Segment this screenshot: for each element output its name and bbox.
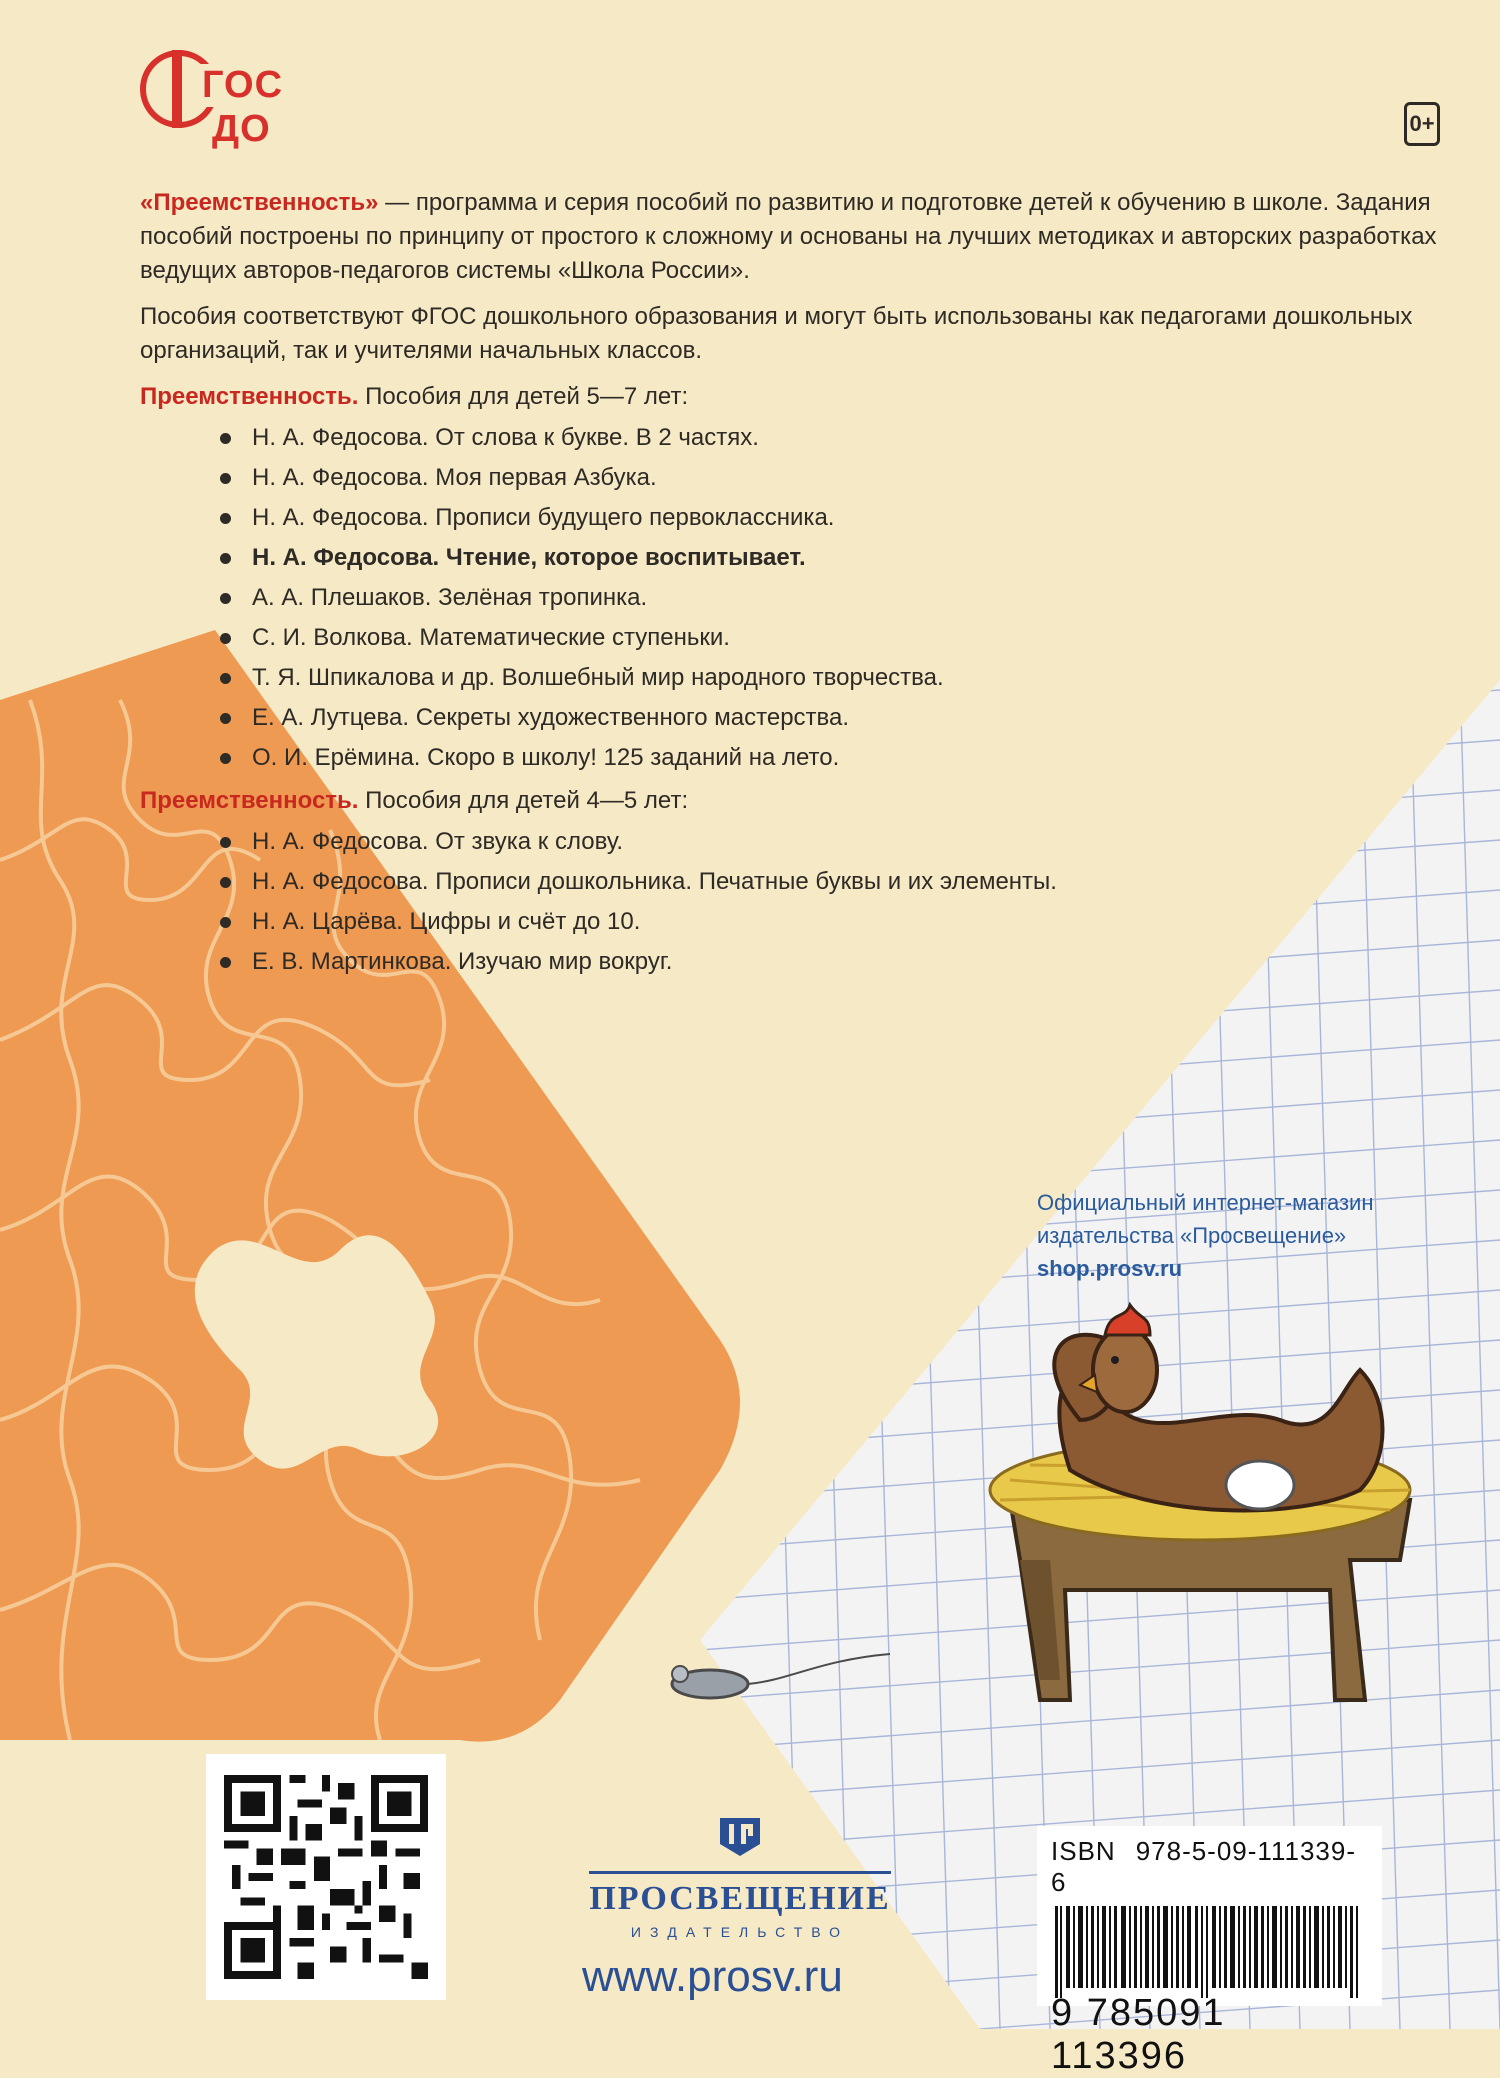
fgos-logo bbox=[140, 50, 284, 150]
book-list-4-5 bbox=[140, 822, 1440, 982]
list-item: Н. А. Федосова. От звука к слову. bbox=[140, 822, 1440, 862]
list-item: С. И. Волкова. Математические ступеньки. bbox=[140, 618, 1440, 658]
publisher-subtitle: ИЗДАТЕЛЬСТВО bbox=[630, 1924, 850, 1940]
series-heading-5-7 bbox=[140, 380, 1440, 414]
series-label: Преемственность. bbox=[140, 383, 359, 410]
list-item: Н. А. Федосова. От слова к букве. В 2 частях. bbox=[140, 418, 1440, 458]
intro-paragraph bbox=[140, 186, 1440, 288]
isbn-text bbox=[1051, 1836, 1368, 1898]
intro-text: — программа и серия пособий по развитию и подготовке детей к обучению в школе. Задания пособий построены по принципу от простого к сложному и основаны на лучших методиках и авторских разработках ведущих авторов-педагогов системы «Школа России». bbox=[140, 189, 1437, 284]
isbn-barcode bbox=[1037, 1826, 1382, 2077]
isbn-number: 978-5-09-111339-6 bbox=[1051, 1836, 1356, 1897]
list-item: Н. А. Царёва. Цифры и счёт до 10. bbox=[140, 902, 1440, 942]
publisher-name: ПРОСВЕЩЕНИЕ bbox=[589, 1871, 890, 1918]
publisher-emblem-icon bbox=[715, 1810, 765, 1860]
description-block bbox=[140, 186, 1440, 988]
fgos-logo-line1: ГОС bbox=[202, 64, 284, 106]
list-item: Н. А. Федосова. Прописи будущего первоклассника. bbox=[140, 498, 1440, 538]
book-list-5-7 bbox=[140, 418, 1440, 778]
qr-code bbox=[206, 1754, 446, 2000]
fgos-logo-line2: ДО bbox=[212, 108, 271, 150]
compliance-paragraph: Пособия соответствуют ФГОС дошкольного образования и могут быть использованы как педагогами дошкольных организаций, так и учителями начальных классов. bbox=[140, 303, 1413, 364]
series-name: «Преемственность» bbox=[140, 189, 379, 216]
list-item: Н. А. Федосова. Моя первая Азбука. bbox=[140, 458, 1440, 498]
shop-note bbox=[1037, 1186, 1374, 1285]
series-heading-text: Пособия для детей 4—5 лет: bbox=[358, 787, 689, 814]
series-heading-text: Пособия для детей 5—7 лет: bbox=[358, 383, 689, 410]
shop-line2: издательства «Просвещение» bbox=[1037, 1223, 1347, 1248]
list-item: О. И. Ерёмина. Скоро в школу! 125 заданий на лето. bbox=[140, 738, 1440, 778]
list-item: Е. А. Лутцева. Секреты художественного мастерства. bbox=[140, 698, 1440, 738]
list-item: Н. А. Федосова. Прописи дошкольника. Печатные буквы и их элементы. bbox=[140, 862, 1440, 902]
isbn-label: ISBN bbox=[1051, 1836, 1116, 1866]
shop-line1: Официальный интернет-магазин bbox=[1037, 1190, 1374, 1215]
series-label: Преемственность. bbox=[140, 787, 359, 814]
list-item: Е. В. Мартинкова. Изучаю мир вокруг. bbox=[140, 942, 1440, 982]
publisher-site: www.prosv.ru bbox=[582, 1952, 843, 2001]
series-heading-4-5 bbox=[140, 784, 1440, 818]
list-item: Т. Я. Шпикалова и др. Волшебный мир народного творчества. bbox=[140, 658, 1440, 698]
barcode-icon bbox=[1051, 1906, 1369, 1998]
list-item: А. А. Плешаков. Зелёная тропинка. bbox=[140, 578, 1440, 618]
ean-number: 9 785091 113396 bbox=[1051, 1992, 1226, 2077]
publisher-logo bbox=[580, 1810, 900, 1940]
age-rating-badge: 0+ bbox=[1404, 102, 1440, 146]
list-item-highlighted: Н. А. Федосова. Чтение, которое воспитывает. bbox=[140, 538, 1440, 578]
shop-url: shop.prosv.ru bbox=[1037, 1256, 1183, 1281]
qr-code-icon bbox=[224, 1772, 428, 1982]
